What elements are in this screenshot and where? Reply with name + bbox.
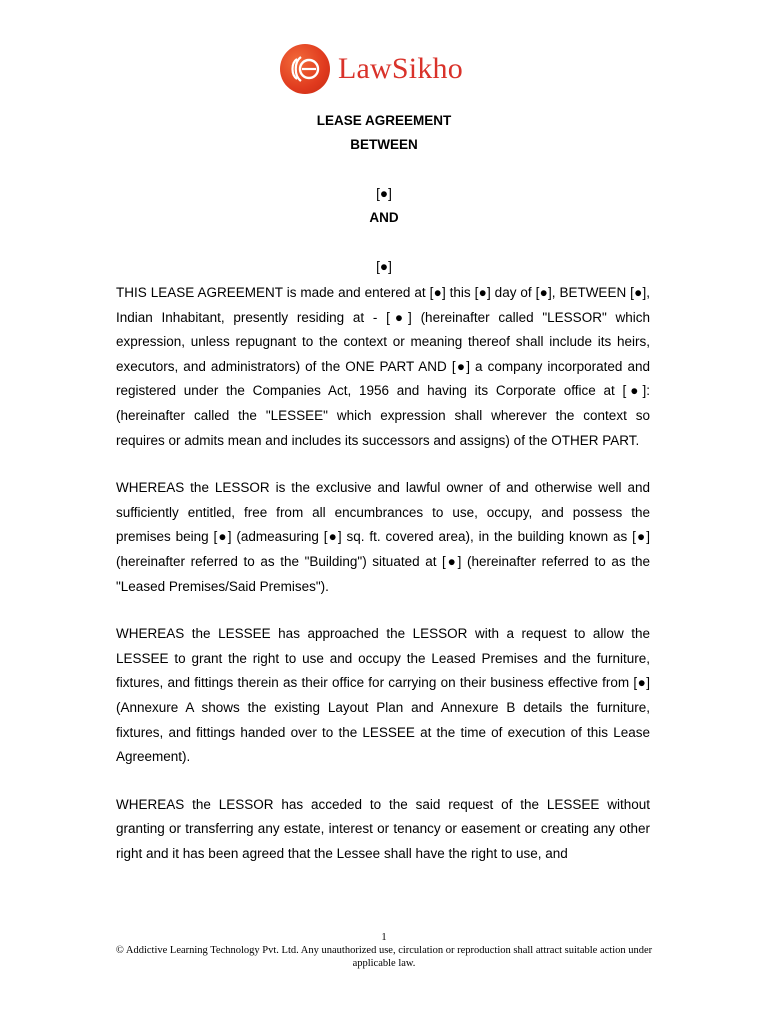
- document-title: LEASE AGREEMENT: [316, 113, 452, 128]
- between-label: BETWEEN: [350, 137, 418, 152]
- logo: [280, 44, 463, 94]
- paragraph-parties: THIS LEASE AGREEMENT is made and entered at [●] this [●] day of [●], BETWEEN [●], Indian Inhabitant, presently residing at - [●] (hereinafter called "LESSOR" which expression, unless repugnant to the context or meaning thereof shall include its heirs, executors, and administrators) of the ONE PART AND [●] a company incorporated and registered under the Companies Act, 1956 and having its Corporate office at [●]: (hereinafter called the "LESSEE" which expression shall wherever the context so requires or admits mean and includes its successors and assigns) of the OTHER PART.: [116, 285, 650, 448]
- party2-placeholder: [●]: [376, 259, 392, 274]
- logo-text: LawSikho: [338, 52, 463, 85]
- page-footer: [60, 931, 708, 970]
- page-number: 1: [381, 932, 387, 943]
- copyright-line-1: © Addictive Learning Technology Pvt. Ltd. Any unauthorized use, circulation or reproduction shall attract suitable action under: [115, 945, 653, 956]
- lawsikho-logo-icon: [280, 44, 330, 94]
- and-label: AND: [369, 210, 399, 225]
- paragraph-whereas-lessor-owner: WHEREAS the LESSOR is the exclusive and lawful owner of and otherwise well and sufficiently entitled, free from all encumbrances to use, occupy, and possess the premises being [●] (admeasuring [●] sq. ft. covered area), in the building known as [●] (hereinafter referred to as the "Building") situated at [●] (hereinafter referred to as the "Leased Premises/Said Premises").: [116, 480, 650, 594]
- paragraph-whereas-lessor-acceded: WHEREAS the LESSOR has acceded to the said request of the LESSEE without granting or transferring any estate, interest or tenancy or easement or creating any other right and it has been agreed that the Lessee shall have the right to use, and: [116, 796, 650, 861]
- document-body: [116, 281, 650, 889]
- party1-placeholder: [●]: [376, 186, 392, 201]
- paragraph-whereas-lessee-request: WHEREAS the LESSEE has approached the LESSOR with a request to allow the LESSEE to grant the right to use and occupy the Leased Premises and the furniture, fixtures, and fittings therein as their office for carrying on their business effective from [●] (Annexure A shows the existing Layout Plan and Annexure B details the furniture, fixtures, and fittings handed over to the LESSEE at the time of execution of this Lease Agreement).: [116, 626, 650, 765]
- copyright-line-2: applicable law.: [352, 958, 416, 969]
